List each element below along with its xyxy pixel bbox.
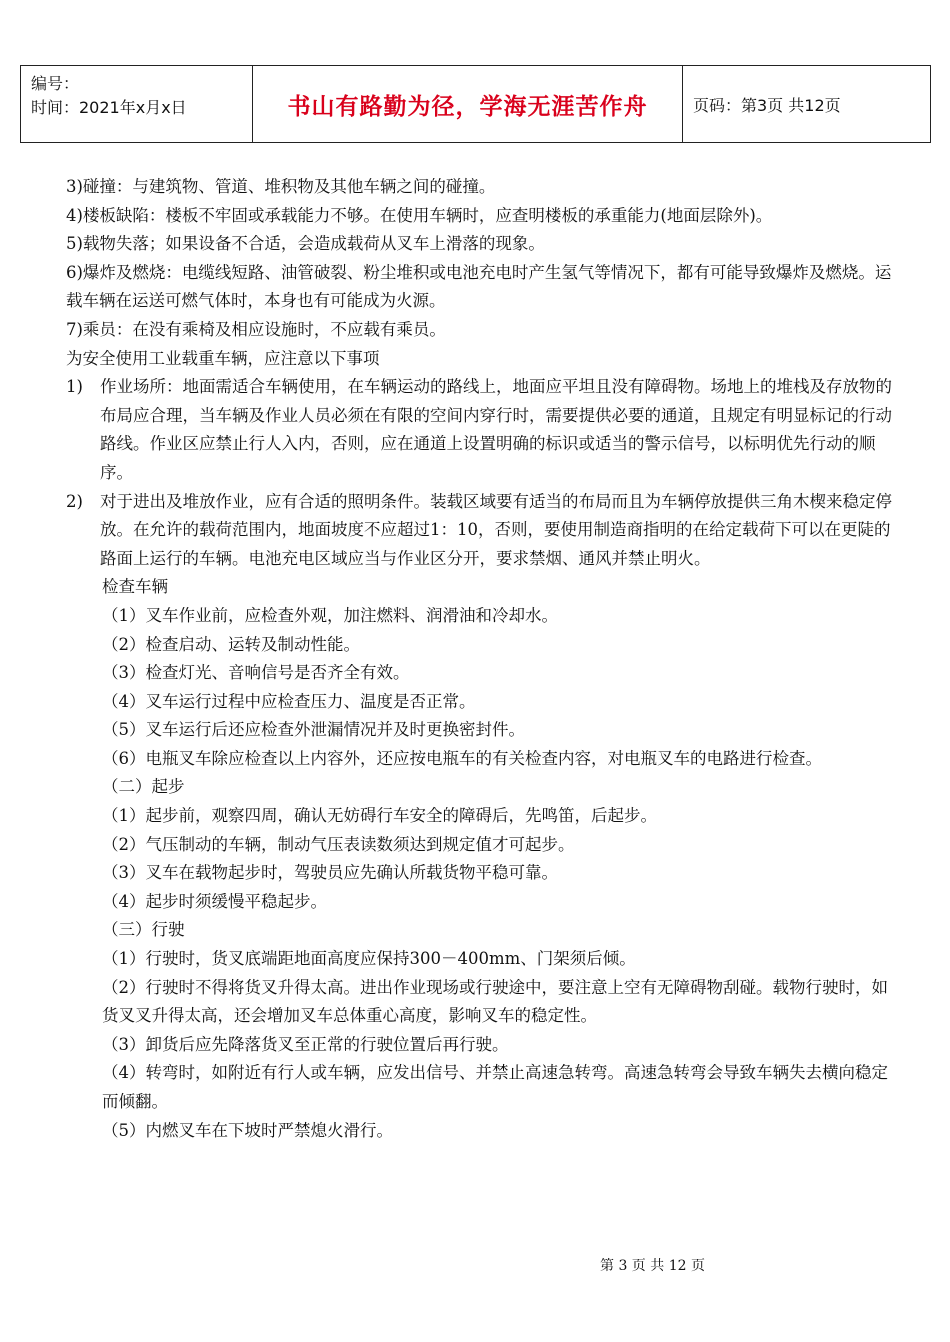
paragraph: 7)乘员：在没有乘椅及相应设施时，不应载有乘员。 <box>66 319 446 339</box>
item-number: 2) <box>66 491 83 511</box>
item-text: 作业场所：地面需适合车辆使用，在车辆运动的路线上，地面应平坦且没有障碍物。场地上的堆栈及存放物的布局应合理，当车辆及作业人员必须在有限的空间内穿行时，需要提供必要的通道，且规定有明显标记的行动路线。作业区应禁止行人入内，否则，应在通道上设置明确的标识或适当的警示信号，以标明优先行动的顺序。 <box>100 377 892 482</box>
paragraph: （1）叉车作业前，应检查外观，加注燃料、润滑油和冷却水。 <box>102 605 558 625</box>
header-slogan: 书山有路勤为径，学海无涯苦作舟 <box>253 66 683 142</box>
paragraph: 5)载物失落；如果设备不合适，会造成载荷从叉车上滑落的现象。 <box>66 234 545 254</box>
paragraph: （2）检查启动、运转及制动性能。 <box>102 634 360 654</box>
paragraph: 3)碰撞：与建筑物、管道、堆积物及其他车辆之间的碰撞。 <box>66 177 496 196</box>
numbered-item <box>66 373 892 487</box>
paragraph: （3）卸货后应先降落货叉至正常的行驶位置后再行驶。 <box>102 1034 509 1054</box>
item-text: 对于进出及堆放作业，应有合适的照明条件。装载区域要有适当的布局而且为车辆停放提供三角木楔来稳定停放。在允许的载荷范围内，地面坡度不应超过1：10，否则，要使用制造商指明的在给定载荷下可以在更陡的路面上运行的车辆。电池充电区域应当与作业区分开，要求禁烟、通风并禁止明火。 <box>100 491 892 568</box>
numbered-item <box>66 488 892 574</box>
document-body <box>66 173 892 1145</box>
item-number: 1) <box>66 377 83 397</box>
header-meta <box>21 66 253 142</box>
paragraph: （3）检查灯光、音响信号是否齐全有效。 <box>102 663 410 683</box>
paragraph: （6）电瓶叉车除应检查以上内容外，还应按电瓶车的有关检查内容，对电瓶叉车的电路进行检查。 <box>102 748 822 768</box>
paragraph: 6)爆炸及燃烧：电缆线短路、油管破裂、粉尘堆积或电池充电时产生氢气等情况下，都有可能导致爆炸及燃烧。运载车辆在运送可燃气体时，本身也有可能成为火源。 <box>66 262 892 311</box>
header-page-info: 页码：第3页 共12页 <box>693 95 841 115</box>
paragraph: 为安全使用工业载重车辆，应注意以下事项 <box>66 348 380 368</box>
section-heading: （三）行驶 <box>102 920 185 940</box>
paragraph: 4)楼板缺陷：楼板不牢固或承载能力不够。在使用车辆时，应查明楼板的承重能力(地面层除外)。 <box>66 205 773 225</box>
doc-date: 时间：2021年x月x日 <box>31 98 187 117</box>
paragraph: （3）叉车在载物起步时，驾驶员应先确认所载货物平稳可靠。 <box>102 863 558 883</box>
page-header <box>20 65 931 143</box>
paragraph: （1）行驶时，货叉底端距地面高度应保持300－400mm、门架须后倾。 <box>102 949 636 969</box>
section-heading: 检查车辆 <box>102 577 168 597</box>
paragraph: （2）行驶时不得将货叉升得太高。进出作业现场或行驶途中，要注意上空有无障碍物刮碰。载物行驶时，如货叉叉升得太高，还会增加叉车总体重心高度，影响叉车的稳定性。 <box>102 977 888 1026</box>
footer-page-number: 第 3 页 共 12 页 <box>600 1258 705 1274</box>
paragraph: （4）起步时须缓慢平稳起步。 <box>102 891 327 911</box>
paragraph: （4）转弯时，如附近有行人或车辆，应发出信号、并禁止高速急转弯。高速急转弯会导致车辆失去横向稳定而倾翻。 <box>102 1063 888 1111</box>
paragraph: （4）叉车运行过程中应检查压力、温度是否正常。 <box>102 691 476 711</box>
section-heading: （二）起步 <box>102 777 185 797</box>
paragraph: （1）起步前，观察四周，确认无妨碍行车安全的障碍后，先鸣笛，后起步。 <box>102 806 657 826</box>
paragraph: （5）内燃叉车在下坡时严禁熄火滑行。 <box>102 1120 393 1140</box>
paragraph: （5）叉车运行后还应检查外泄漏情况并及时更换密封件。 <box>102 720 525 740</box>
doc-number: 编号： <box>31 74 80 93</box>
paragraph: （2）气压制动的车辆，制动气压表读数须达到规定值才可起步。 <box>102 834 575 854</box>
